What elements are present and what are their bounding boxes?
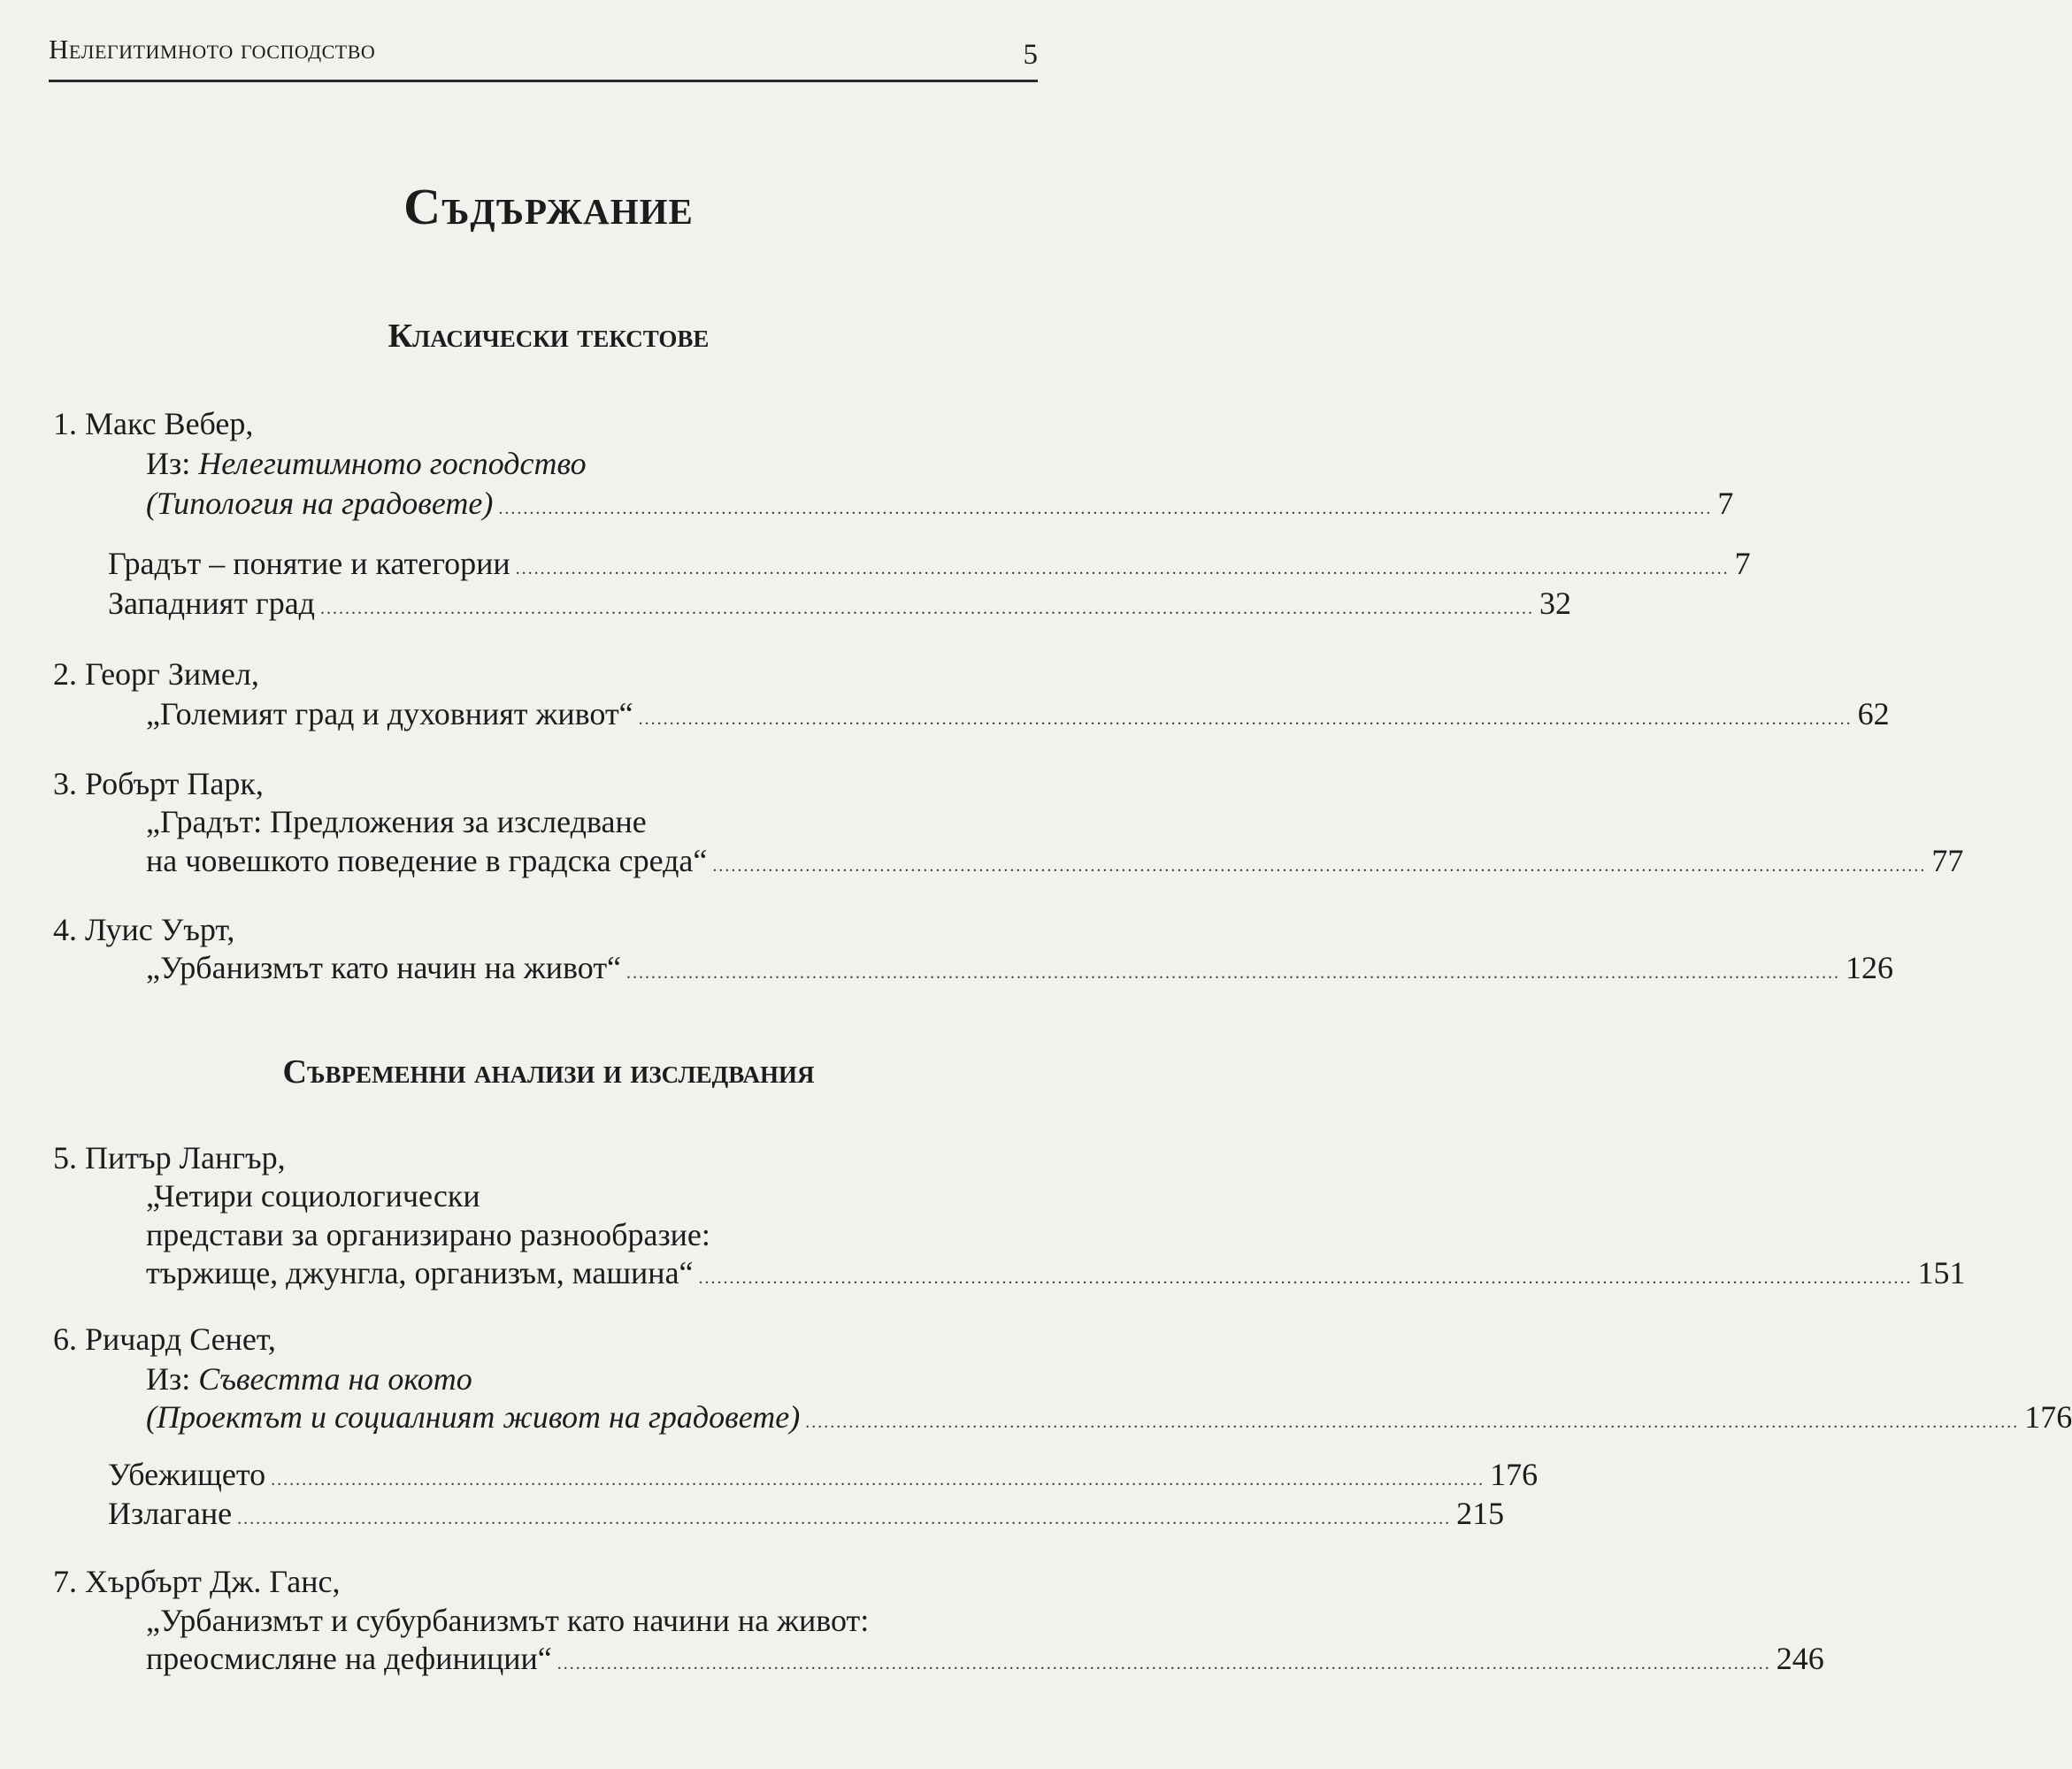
toc-entry-author: 2. Георг Зимел, [53,656,259,692]
running-header [49,27,1038,82]
toc-entry-author: 1. Макс Вебер, [53,406,254,441]
subentry-label: Западният град [108,586,315,621]
page-number: 5 [1023,39,1038,71]
dot-leader: .................................................................................................................................................................................................... [626,963,1841,983]
toc-page-number: 62 [1857,696,1890,731]
toc-entry-title-line [146,482,1734,525]
dot-leader: .................................................................................................................................................................................................... [515,559,1730,578]
subentry-label: Убежището [108,1457,266,1492]
toc-title: Съдържание [403,178,694,235]
toc-entry-author: 3. Робърт Парк, [53,766,264,801]
toc-entry-title-line [146,946,1894,989]
toc-entry-title-line [146,1637,1824,1680]
dot-leader: .................................................................................................................................................................................................... [805,1413,2020,1432]
toc-entry-title-line [146,1358,472,1400]
toc-subentry [108,1492,1505,1535]
toc-entry-title-line: „Урбанизмът и субурбанизмът като начини на живот: [146,1603,870,1638]
dot-leader: .................................................................................................................................................................................................... [698,1268,1913,1288]
toc-entry-title-line [146,1252,1966,1294]
toc-page-number: 151 [1917,1255,1966,1290]
title-text: тържище, джунгла, организъм, машина“ [146,1255,694,1290]
toc-entry-title-line: „Градът: Предложения за изследване [146,804,647,839]
toc-page-number: 215 [1456,1496,1505,1531]
title-prefix: Из: [146,446,199,481]
title-text: „Големият град и духовният живот“ [146,696,633,731]
toc-entry-title-line [146,442,587,485]
dot-leader: .................................................................................................................................................................................................... [556,1654,1771,1673]
toc-subentry [108,1453,1539,1496]
title-italic: Нелегитимното господство [198,446,587,481]
toc-entry-author: 7. Хърбърт Дж. Ганс, [53,1564,341,1599]
dot-leader: .................................................................................................................................................................................................... [638,709,1853,729]
section-heading-classical: Класически текстове [388,318,710,355]
title-italic: (Типология на градовете) [146,486,494,521]
toc-entry-title-line [146,1396,2072,1438]
toc-page-number: 32 [1539,586,1571,621]
toc-entry-title-line: представи за организирано разнообразие: [146,1217,710,1252]
title-text: преосмисляне на дефиниции“ [146,1641,552,1676]
running-title: Нелегитимното господство [49,34,376,65]
toc-page-number: 176 [1490,1457,1539,1492]
dot-leader: .................................................................................................................................................................................................... [712,856,1927,876]
toc-entry-author: 4. Луис Уърт, [53,912,235,947]
toc-page-number: 7 [1734,546,1751,581]
title-prefix: Из: [146,1361,199,1397]
subentry-label: Излагане [108,1496,233,1531]
toc-entry-author: 5. Питър Лангър, [53,1140,286,1176]
toc-subentry [108,542,1751,585]
toc-entry-title-line [146,693,1890,735]
dot-leader: .................................................................................................................................................................................................... [498,499,1713,518]
toc-entry-author: 6. Ричард Сенет, [53,1321,276,1357]
title-italic: (Проектът и социалният живот на градовете) [146,1399,801,1435]
dot-leader: .................................................................................................................................................................................................... [237,1509,1452,1528]
title-text: „Урбанизмът като начин на живот“ [146,950,622,985]
title-text: на човешкото поведение в градска среда“ [146,843,708,878]
toc-page-number: 77 [1931,843,1964,878]
toc-page-number: 7 [1717,486,1734,521]
toc-subentry [108,582,1571,624]
toc-entry-title-line: „Четири социологически [146,1178,480,1214]
dot-leader: .................................................................................................................................................................................................... [271,1470,1485,1489]
toc-page-number: 176 [2024,1399,2072,1435]
title-italic: Съвестта на окото [198,1361,472,1397]
section-heading-contemporary: Съвременни анализи и изследвания [282,1053,815,1091]
toc-page-number: 246 [1776,1641,1824,1676]
toc-entry-title-line [146,839,1964,882]
subentry-label: Градът – понятие и категории [108,546,510,581]
toc-page-number: 126 [1846,950,1894,985]
dot-leader: .................................................................................................................................................................................................... [319,599,1534,618]
